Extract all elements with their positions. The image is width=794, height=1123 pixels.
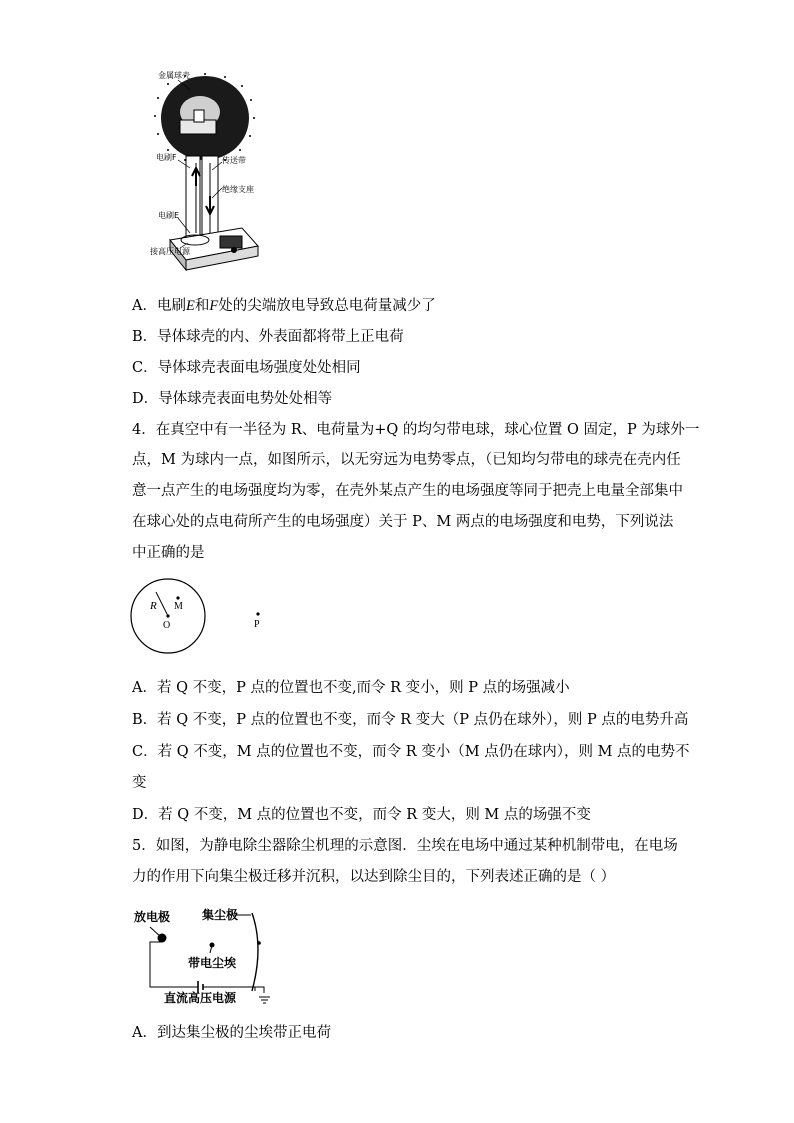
q4-option-d: D．若 Q 不变，M 点的位置也不变，而令 R 变大，则 M 点的场强不变 [132,807,591,823]
discharge-electrode-label: 放电极 [134,910,171,924]
point-p-label: P [254,619,260,630]
q3-option-d: D．导体球壳表面电势处处相等 [132,391,333,407]
van-de-graaff-figure [150,68,265,288]
q5-stem-line-1: 5．如图，为静电除尘器除尘机理的示意图．尘埃在电场中通过某种机制带电，在电场 [132,838,678,854]
power-supply-label: 直流高压电源 [164,991,237,1005]
collector-electrode-label: 集尘极 [202,908,239,922]
belt-label: 传送带 [222,156,246,165]
brush-e-label: 电刷E [158,211,180,220]
point-m-label: M [174,601,183,612]
q4-stem-line-1: 4．在真空中有一半径为 R、电荷量为+Q 的均匀带电球，球心位置 O 固定，P 为球外一 [132,422,700,438]
q5-stem-line-2: 力的作用下向集尘极迁移并沉积，以达到除尘目的，下列表述正确的是（ ） [132,869,616,885]
point-o-label: O [163,620,171,631]
q3-option-b: B．导体球壳的内、外表面都将带上正电荷 [132,329,404,345]
q5-option-a: A．到达集尘极的尘埃带正电荷 [132,1025,331,1041]
q3-option-c: C．导体球壳表面电场强度处处相同 [132,360,361,376]
q4-stem-line-3: 意一点产生的电场强度均为零，在壳外某点产生的电场强度等同于把壳上电量全部集中 [132,483,683,499]
radius-label: R [150,600,157,612]
hv-label: 接高压电源 [150,247,190,256]
precipitator-figure [132,905,282,1005]
q4-option-a: A．若 Q 不变，P 点的位置也不变,而令 R 变小，则 P 点的场强减小 [132,680,570,696]
q3-option-a: A．电刷E和F处的尖端放电导致总电荷量减少了 [132,298,436,314]
q4-option-c-line-2: 变 [132,775,147,791]
q4-option-c-line-1: C．若 Q 不变，M 点的位置也不变，而令 R 变小（M 点仍在球内），则 M 点的电势不 [132,744,690,760]
shell-label: 金属球壳 [158,71,190,80]
charged-sphere-figure [128,578,278,660]
support-label: 绝缘支座 [222,185,254,194]
q4-stem-line-5: 中正确的是 [132,545,205,561]
charged-dust-label: 带电尘埃 [188,956,237,970]
q4-option-b: B．若 Q 不变，P 点的位置也不变，而令 R 变大（P 点仍在球外），则 P 点的电势升高 [132,712,689,728]
q4-stem-line-4: 在球心处的点电荷所产生的电场强度）关于 P、M 两点的电场强度和电势，下列说法 [132,514,674,530]
q4-stem-line-2: 点，M 为球内一点，如图所示，以无穷远为电势零点，（已知均匀带电的球壳在壳内任 [132,452,681,468]
brush-f-label: 电刷F [156,153,177,162]
